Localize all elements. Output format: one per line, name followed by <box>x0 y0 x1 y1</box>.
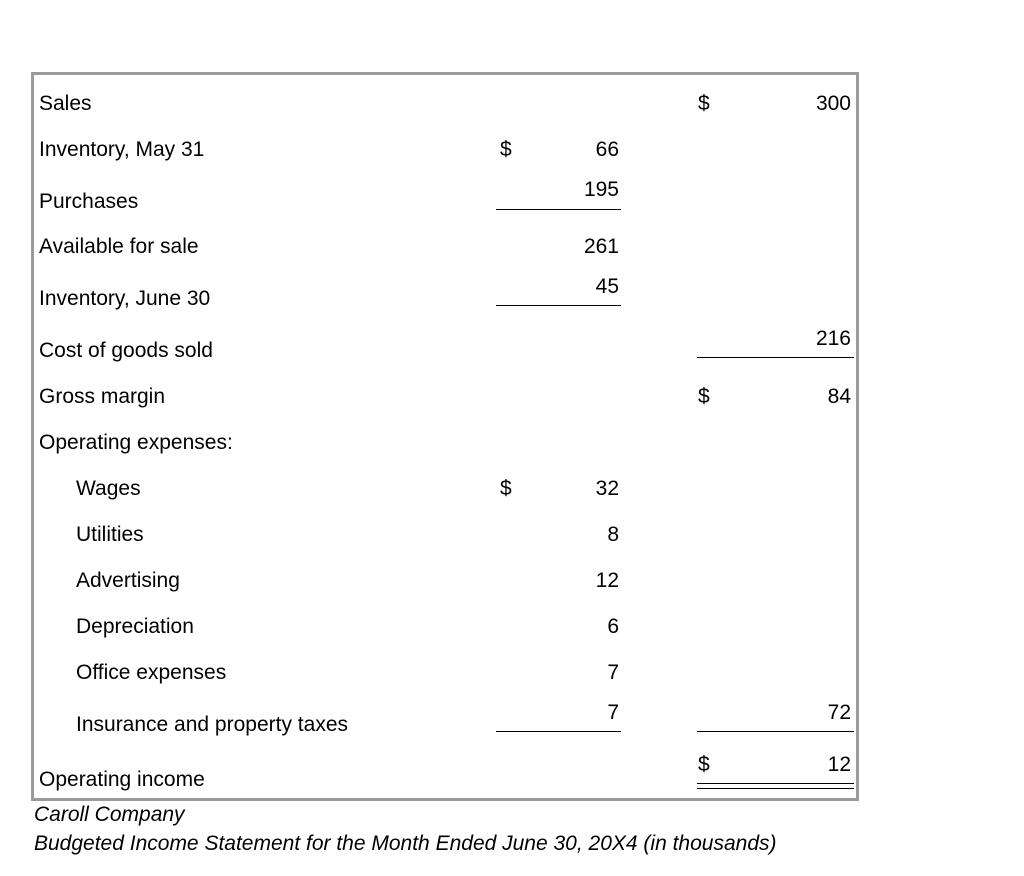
dollar-sign: $ <box>698 753 710 776</box>
dollar-sign: $ <box>698 385 710 408</box>
dollar-sign: $ <box>500 138 512 161</box>
underline <box>496 731 621 732</box>
row-wages <box>34 474 856 504</box>
amount-detail: 45 <box>595 275 619 298</box>
row-operating-income-amount <box>34 750 856 780</box>
amount-detail: 12 <box>595 569 619 592</box>
dollar-sign: $ <box>500 477 512 500</box>
amount-detail: 66 <box>595 138 619 161</box>
row-label: Sales <box>39 92 92 115</box>
amount-detail: 195 <box>583 178 619 201</box>
row-purchases-amount <box>34 175 856 205</box>
underline <box>496 209 621 210</box>
statement-title: Budgeted Income Statement for the Month Ended June 30, 20X4 (in thousands) <box>34 832 777 855</box>
row-label: Available for sale <box>39 235 199 258</box>
row-label: Operating expenses: <box>39 431 233 454</box>
row-operating-expenses-header <box>34 428 856 458</box>
amount-detail: 32 <box>595 477 619 500</box>
double-underline-bottom <box>697 788 854 789</box>
row-label: Inventory, May 31 <box>39 138 205 161</box>
row-cogs-amount <box>34 324 856 354</box>
row-insurance-amounts <box>34 698 856 728</box>
row-label: Gross margin <box>39 385 166 408</box>
row-utilities <box>34 520 856 550</box>
underline <box>697 357 854 358</box>
row-available <box>34 232 856 262</box>
row-office-expenses <box>34 658 856 688</box>
amount-total: 72 <box>827 701 851 724</box>
row-label: Purchases <box>39 190 139 213</box>
amount-total: 12 <box>827 753 851 776</box>
row-label: Utilities <box>76 523 144 546</box>
underline <box>697 731 854 732</box>
row-label: Insurance and property taxes <box>76 713 348 736</box>
amount-total: 216 <box>815 327 851 350</box>
amount-total: 84 <box>827 385 851 408</box>
row-inventory-june-amount <box>34 272 856 302</box>
company-name: Caroll Company <box>34 803 185 826</box>
amount-detail: 7 <box>607 701 619 724</box>
income-statement-table <box>31 72 859 801</box>
row-label: Wages <box>76 477 141 500</box>
amount-detail: 7 <box>607 661 619 684</box>
amount-detail: 8 <box>607 523 619 546</box>
row-label: Inventory, June 30 <box>39 287 211 310</box>
row-gross-margin <box>34 382 856 412</box>
amount-detail: 6 <box>607 615 619 638</box>
row-label: Office expenses <box>76 661 227 684</box>
amount-detail: 261 <box>583 235 619 258</box>
row-label: Operating income <box>39 768 205 791</box>
dollar-sign: $ <box>698 92 710 115</box>
row-sales <box>34 89 856 119</box>
underline <box>496 305 621 306</box>
amount-total: 300 <box>815 92 851 115</box>
row-label: Cost of goods sold <box>39 339 213 362</box>
row-advertising <box>34 566 856 596</box>
row-inventory-may <box>34 135 856 165</box>
double-underline-top <box>697 783 854 784</box>
row-label: Depreciation <box>76 615 194 638</box>
row-label: Advertising <box>76 569 180 592</box>
row-depreciation <box>34 612 856 642</box>
